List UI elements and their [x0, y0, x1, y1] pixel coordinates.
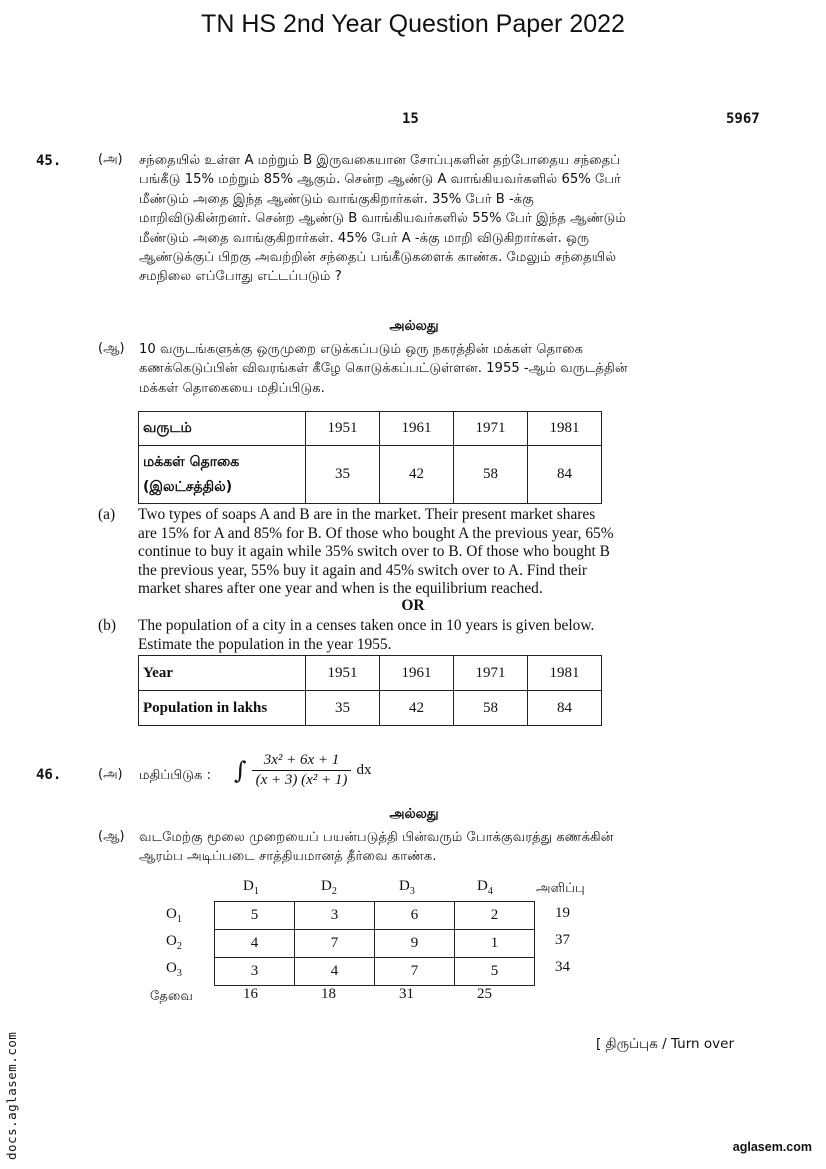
- table-cell: 1971: [454, 412, 528, 446]
- origin-label-o3: $O_3$: [166, 960, 182, 979]
- table-cell: 58: [454, 446, 528, 504]
- demand-value: 18: [321, 986, 336, 1002]
- page-number: 15: [402, 111, 419, 127]
- text-line: the previous year, 55% buy it again and 45% switch over to A. Find their: [138, 561, 588, 579]
- table-cell: 3: [295, 902, 375, 930]
- text-line: Estimate the population in the year 1955.: [138, 635, 392, 653]
- table-cell: 7: [375, 958, 455, 986]
- table-row: [215, 930, 535, 958]
- option-a-mark-tamil-46: (அ): [98, 767, 123, 782]
- table-cell: 4: [215, 930, 295, 958]
- q45-b-english-text: [138, 617, 728, 654]
- table-cell: 5: [455, 958, 535, 986]
- table-cell: 84: [528, 446, 602, 504]
- turn-over-note: [ திருப்புக / Turn over: [596, 1036, 735, 1052]
- table-cell: 9: [375, 930, 455, 958]
- table-cell: 1971: [454, 656, 528, 691]
- population-label-english: Population in lakhs: [139, 691, 306, 726]
- text-line: மக்கள் தொகையை மதிப்பிடுக.: [139, 380, 325, 396]
- supply-value: 19: [555, 905, 570, 921]
- year-label-english: Year: [139, 656, 306, 691]
- supply-value: 37: [555, 932, 570, 948]
- page-header-title: TN HS 2nd Year Question Paper 2022: [201, 10, 625, 38]
- demand-value: 25: [477, 986, 492, 1002]
- integrand-fraction: [252, 752, 352, 789]
- dest-label-d1: $D_1$: [243, 878, 259, 897]
- text-line: continue to buy it again while 35% switch over to B. Of those who bought B: [138, 543, 610, 561]
- text-line: சந்தையில் உள்ள A மற்றும் B இருவகையான சோப்புகளின் தற்போதைய சந்தைப்: [139, 153, 621, 168]
- question-number-46: 46.: [36, 767, 62, 783]
- origin-label-o1: $O_1$: [166, 906, 182, 925]
- q45-b-tamil-text: [139, 340, 727, 398]
- table-cell: 42: [380, 446, 454, 504]
- origin-label-o2: $O_2$: [166, 933, 182, 952]
- table-cell: 4: [295, 958, 375, 986]
- option-b-mark-tamil-46: (ஆ): [98, 829, 125, 844]
- q46-b-tamil-text: [139, 828, 727, 867]
- q45-a-english-text: [138, 506, 728, 599]
- evaluate-prompt: மதிப்பிடுக :: [139, 768, 212, 783]
- supply-value: 34: [555, 959, 570, 975]
- table-cell: 35: [306, 691, 380, 726]
- option-b-mark-tamil: (ஆ): [98, 341, 125, 356]
- integrand-numerator: 3x² + 6x + 1: [252, 752, 352, 771]
- text-line: are 15% for A and 85% for B. Of those who bought A the previous year, 65%: [138, 524, 614, 542]
- table-cell: 5: [215, 902, 295, 930]
- or-english: OR: [401, 597, 425, 614]
- table-cell: 7: [295, 930, 375, 958]
- table-cell: 1951: [306, 412, 380, 446]
- supply-label: அளிப்பு: [536, 881, 585, 896]
- population-table-tamil: [138, 411, 602, 504]
- table-cell: 1: [455, 930, 535, 958]
- option-a-mark-tamil: (அ): [98, 152, 123, 167]
- demand-value: 16: [243, 986, 258, 1002]
- demand-value: 31: [399, 986, 414, 1002]
- or-tamil: அல்லது: [389, 318, 439, 334]
- table-cell: 1981: [528, 412, 602, 446]
- table-cell: 1961: [380, 656, 454, 691]
- text-line: market shares after one year and when is the equilibrium reached.: [138, 580, 543, 598]
- paper-code: 5967: [726, 111, 760, 127]
- table-cell: 1981: [528, 656, 602, 691]
- table-cell: 42: [380, 691, 454, 726]
- dest-label-d2: $D_2$: [321, 878, 337, 897]
- text-line: The population of a city in a censes taken once in 10 years is given below.: [138, 617, 595, 634]
- differential: dx: [356, 762, 372, 778]
- population-label-line-1: மக்கள் தொகை: [143, 453, 240, 470]
- table-cell: 1961: [380, 412, 454, 446]
- transportation-matrix: [214, 901, 535, 986]
- footer-site: aglasem.com: [732, 1140, 812, 1154]
- dest-label-d4: $D_4$: [477, 878, 493, 897]
- q45-a-tamil-text: [139, 151, 727, 287]
- dest-label-d3: $D_3$: [399, 878, 415, 897]
- table-cell: 84: [528, 691, 602, 726]
- population-label-line-2: (இலட்சத்தில்): [143, 478, 233, 495]
- table-cell: 1951: [306, 656, 380, 691]
- table-row: [215, 958, 535, 986]
- population-label-tamil: [139, 446, 306, 504]
- table-row: [215, 902, 535, 930]
- text-line: பங்கீடு 15% மற்றும் 85% ஆகும். சென்ற ஆண்டு A வாங்கியவர்களில் 65% பேர்: [139, 172, 622, 188]
- text-line: Two types of soaps A and B are in the market. Their present market shares: [138, 506, 596, 523]
- integral-sign: ∫: [234, 756, 247, 785]
- year-label-tamil: வருடம்: [139, 412, 306, 446]
- side-watermark-url: docs.aglasem.com: [4, 1031, 19, 1160]
- table-cell: 6: [375, 902, 455, 930]
- text-line: சமநிலை எப்போது எட்டப்படும் ?: [139, 269, 342, 285]
- integrand-denominator: (x + 3) (x² + 1): [255, 772, 348, 788]
- table-cell: 35: [306, 446, 380, 504]
- text-line: ஆண்டுக்குப் பிறகு அவற்றின் சந்தைப் பங்கீடுகளைக் காண்க. மேலும் சந்தையில்: [139, 250, 617, 266]
- text-line: கணக்கெடுப்பின் விவரங்கள் கீழே கொடுக்கப்பட்டுள்ளன. 1955 -ஆம் வருடத்தின்: [139, 361, 628, 377]
- table-cell: 3: [215, 958, 295, 986]
- text-line: ஆரம்ப அடிப்படை சாத்தியமானத் தீர்வை காண்க.: [139, 849, 437, 865]
- text-line: 10 வருடங்களுக்கு ஒருமுறை எடுக்கப்படும் ஒரு நகரத்தின் மக்கள் தொகை: [139, 342, 584, 357]
- table-cell: 2: [455, 902, 535, 930]
- table-cell: 58: [454, 691, 528, 726]
- text-line: மீண்டும் அதை வாங்குகிறார்கள். 45% பேர் A -க்கு மாறி விடுகிறார்கள். ஒரு: [139, 230, 590, 246]
- text-line: வடமேற்கு மூலை முறையைப் பயன்படுத்தி பின்வரும் போக்குவரத்து கணக்கின்: [139, 830, 614, 845]
- text-line: மாறிவிடுகின்றனர். சென்ற ஆண்டு B வாங்கியவர்களில் 55% பேர் இந்த ஆண்டும்: [139, 211, 626, 227]
- option-b-mark-en: (b): [98, 617, 116, 634]
- integral-expression: [234, 752, 372, 789]
- option-a-mark-en: (a): [98, 506, 116, 523]
- question-number-45: 45.: [36, 153, 62, 169]
- population-table-english: [138, 655, 602, 726]
- or-tamil-46: அல்லது: [389, 806, 439, 822]
- text-line: மீண்டும் அதை இந்த ஆண்டும் வாங்குகிறார்கள். 35% பேர் B -க்கு: [139, 191, 534, 207]
- demand-label: தேவை: [150, 989, 194, 1004]
